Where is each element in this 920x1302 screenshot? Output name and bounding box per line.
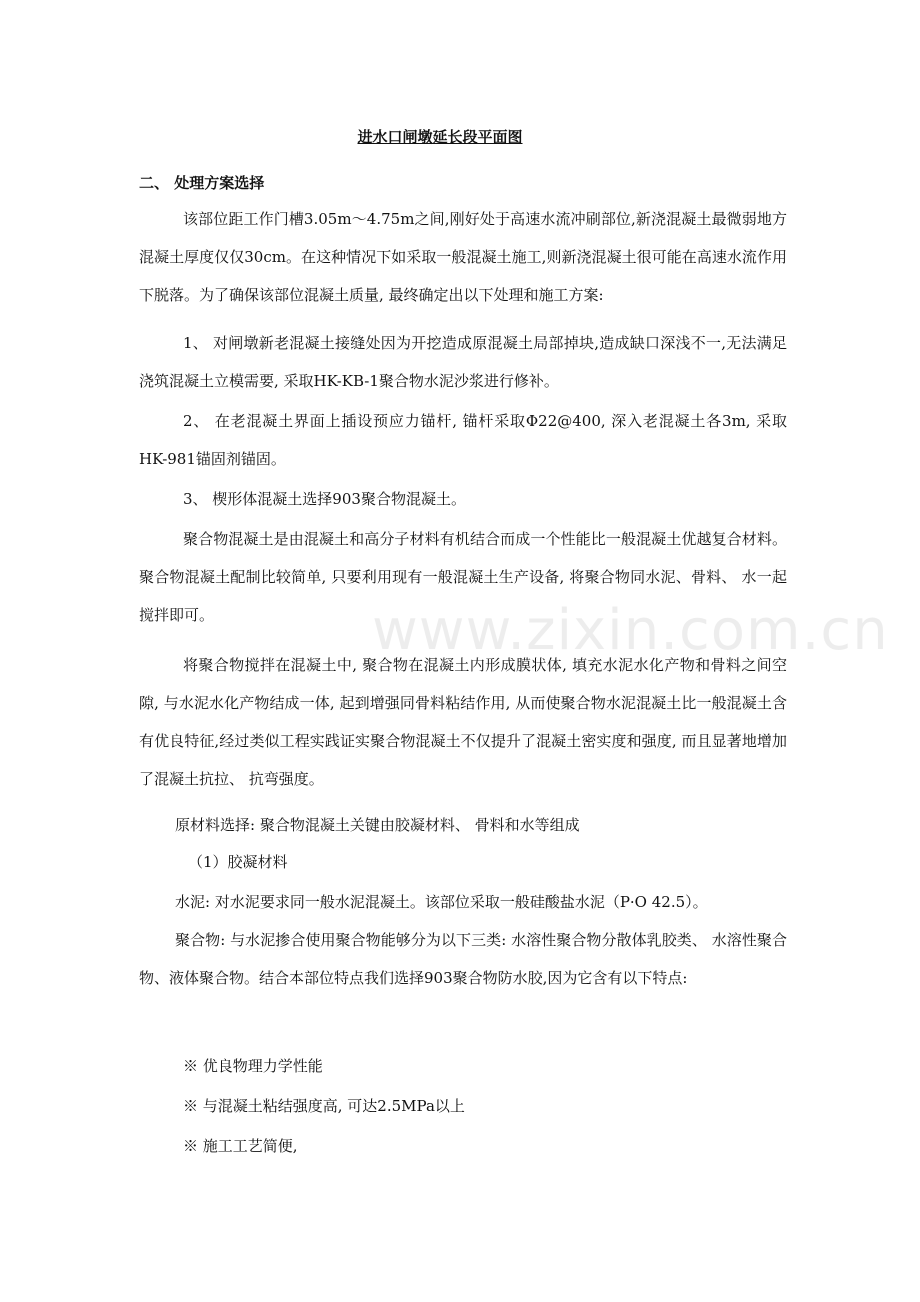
- paragraph-cement: 水泥: 对水泥要求同一般水泥混凝土。该部位采取一般硅酸盐水泥（P·O 42.5）。: [175, 893, 708, 911]
- subheading-binder: （1）胶凝材料: [188, 853, 288, 871]
- document-title: 进水口闸墩延长段平面图: [357, 128, 523, 146]
- paragraph-polymer: 聚合物: 与水泥掺合使用聚合物能够分为以下三类: 水溶性聚合物分散体乳胶类、 水溶性聚合物、液体聚合物。结合本部位特点我们选择903聚合物防水胶,因为它含有以下特点:: [139, 931, 787, 987]
- paragraph-polymer-intro: 聚合物混凝土是由混凝土和高分子材料有机结合而成一个性能比一般混凝土优越复合材料。聚合物混凝土配制比较简单, 只要利用现有一般混凝土生产设备, 将聚合物同水泥、骨料、 水一起搅拌即可。: [139, 530, 787, 624]
- feature-item: ※ 优良物理力学性能: [183, 1057, 323, 1075]
- feature-item: ※ 与混凝土粘结强度高, 可达2.5MPa以上: [183, 1097, 465, 1115]
- paragraph-intro: 该部位距工作门槽3.05m～4.75m之间,刚好处于高速水流冲刷部位,新浇混凝土最微弱地方混凝土厚度仅仅30cm。在这种情况下如采取一般混凝土施工,则新浇混凝土很可能在高速水流作用下脱落。为了确保该部位混凝土质量, 最终确定出以下处理和施工方案:: [139, 210, 787, 304]
- section-heading: 二、 处理方案选择: [139, 174, 265, 192]
- paragraph-item-3: 3、 楔形体混凝土选择903聚合物混凝土。: [183, 490, 466, 508]
- paragraph-materials: 原材料选择: 聚合物混凝土关键由胶凝材料、 骨料和水等组成: [175, 816, 580, 834]
- paragraph-item-1: 1、 对闸墩新老混凝土接缝处因为开挖造成原混凝土局部掉块,造成缺口深浅不一,无法满足浇筑混凝土立模需要, 采取HK-KB-1聚合物水泥沙浆进行修补。: [139, 334, 787, 390]
- watermark: www.zixin.com.cn: [372, 598, 889, 663]
- paragraph-polymer-mechanism: 将聚合物搅拌在混凝土中, 聚合物在混凝土内形成膜状体, 填充水泥水化产物和骨料之间空隙, 与水泥水化产物结成一体, 起到增强同骨料粘结作用, 从而使聚合物水泥混凝土比一般混凝土含有优良特征,经过类似工程实践证实聚合物混凝土不仅提升了混凝土密实度和强度, 而且显著地增加了混凝土抗拉、 抗弯强度。: [139, 656, 787, 788]
- paragraph-item-2: 2、 在老混凝土界面上插设预应力锚杆, 锚杆采取Φ22@400, 深入老混凝土各3m, 采取HK-981锚固剂锚固。: [139, 412, 787, 468]
- feature-item: ※ 施工工艺简便,: [183, 1137, 298, 1155]
